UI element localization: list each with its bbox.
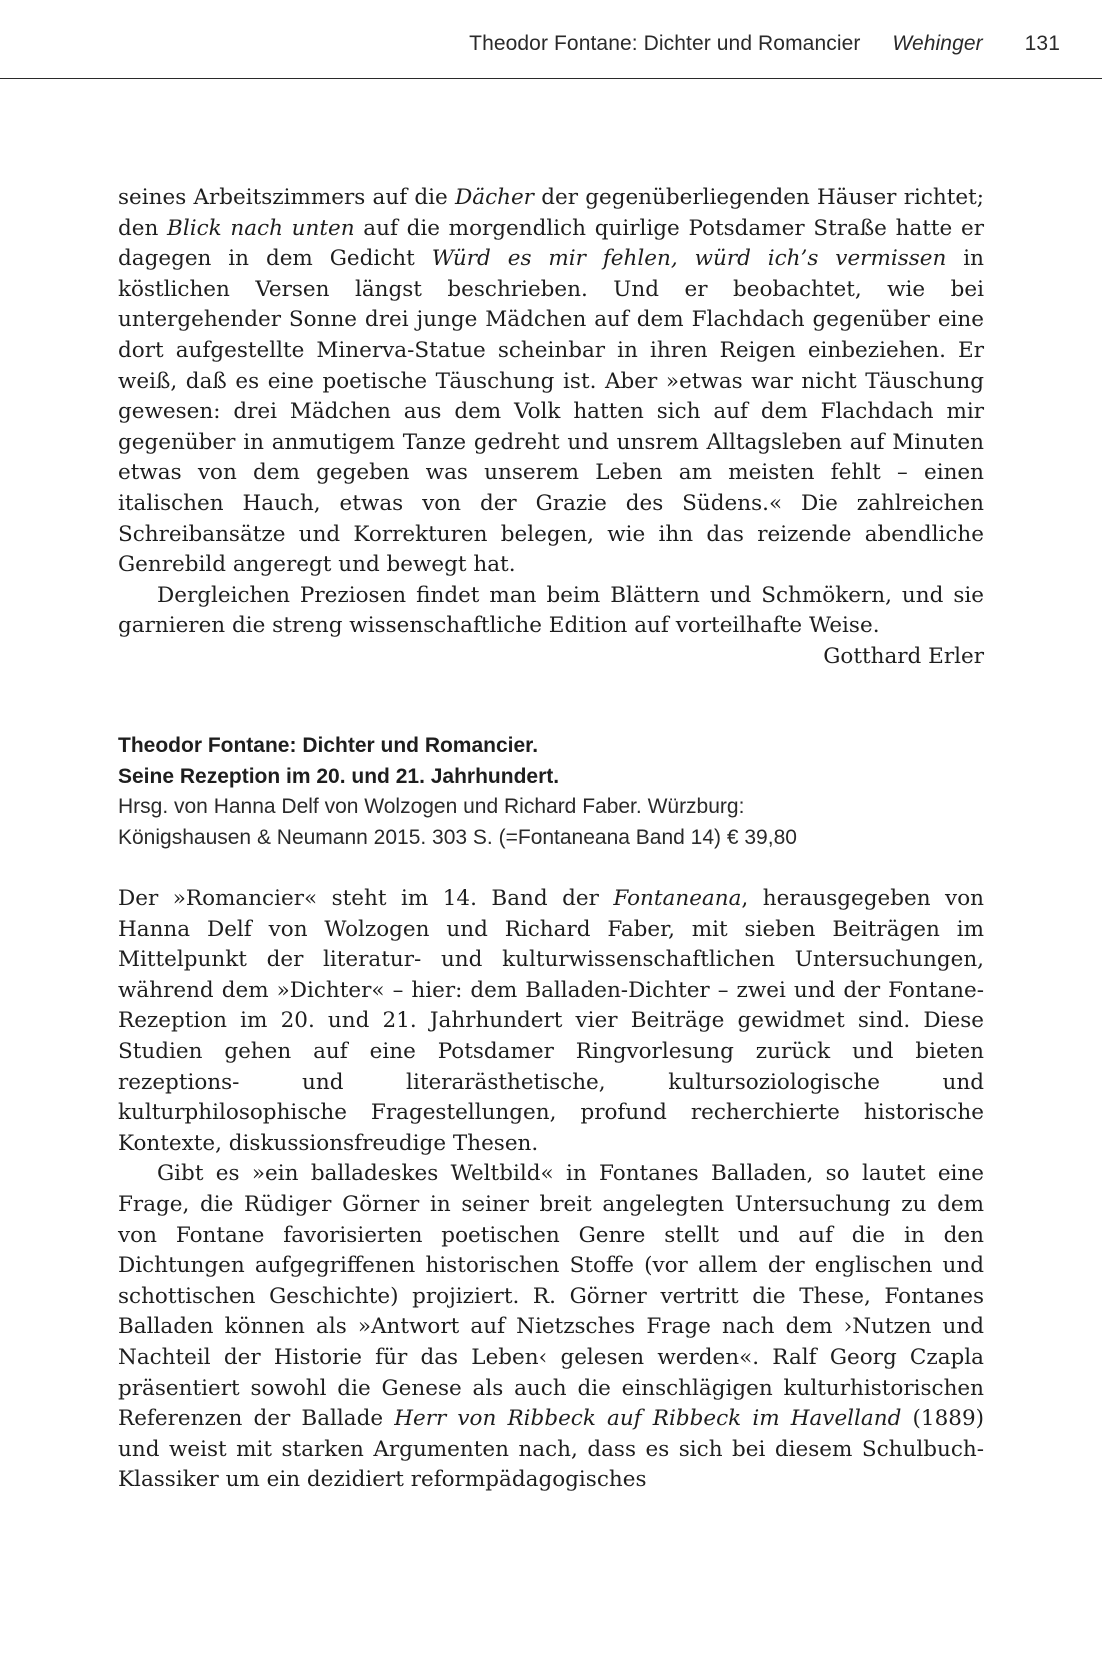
running-head-title: Theodor Fontane: Dichter und Romancier (469, 32, 861, 55)
running-head (469, 32, 1060, 56)
paragraph (118, 1159, 984, 1496)
text-run: (1889) und weist mit starken Argumenten nach, dass es sich bei diesem Schulbuch-Klassiker um ein dezidiert reformpädagogisches (118, 1406, 985, 1493)
reviewer-signature: Gotthard Erler (823, 643, 984, 669)
text-run: in köstlichen Versen längst beschrieben. Und er beobachtet, wie bei untergehender Sonne drei junge Mädchen auf dem Flachdach gegenüber eine dort aufgestellte Minerva-Statue scheinbar in ihren Reigen einbeziehen. Er weiß, daß es eine poetische Täuschung ist. Aber »etwas war nicht Täuschung gewesen: drei Mädchen aus dem Volk hatten sich auf dem Flachdach mir gegenüber in anmutigem Tanze gedreht und unsrem Alltagsleben auf Minuten etwas von dem gegeben was unserem Leben am meisten fehlt – einen italischen Hauch, etwas von der Grazie des Südens.« Die zahlreichen Schreibansätze und Korrekturen belegen, wie ihn das reizende abendliche Genrebild angeregt und bewegt hat. (118, 246, 984, 578)
paragraph (118, 183, 984, 581)
review-heading (118, 731, 984, 853)
text-run: seines Arbeitszimmers auf die (118, 185, 456, 210)
italic-text: Fontaneana (613, 886, 742, 911)
text-run: Gibt es »ein balladeskes Weltbild« in Fontanes Balladen, so lautet eine Frage, die Rüdiger Görner in seiner breit angelegten Untersuchung zu dem von Fontane favorisierten poetischen Genre stellt und auf die in den Dichtungen aufgegriffenen historischen Stoffe (vor allem der englischen und schottischen Geschichte) projiziert. R. Görner vertritt die These, Fontanes Balladen können als »Antwort auf Nietzsches Frage nach dem ›Nutzen und Nachteil der Historie für das Leben‹ gelesen werden«. Ralf Georg Czapla präsentiert sowohl die Genese als auch die einschlägigen kulturhistorischen Referenzen der Ballade (118, 1161, 984, 1432)
text-run: , herausgegeben von Hanna Delf von Wolzogen und Richard Faber, mit sieben Beiträgen im Mittelpunkt der literatur- und kulturwissenschaftlichen Untersuchungen, während dem »Dichter« – hier: dem Balladen-Dichter – zwei und der Fontane-Rezeption im 20. und 21. Jahrhundert vier Beiträge gewidmet sind. Diese Studien gehen auf eine Potsdamer Ringvorlesung zurück und bieten rezeptions- und literarästhetische, kultursoziologische und kulturphilosophische Fragestellungen, profund recherchierte historische Kontexte, diskussionsfreudige Thesen. (118, 886, 984, 1156)
text-run: Dergleichen Preziosen findet man beim Blättern und Schmökern, und sie garnieren die streng wissenschaftliche Edition auf vorteilhafte Weise. (118, 582, 984, 639)
text-run: auf die morgendlich quirlige Potsdamer Straße hatte er dagegen in dem Gedicht (118, 215, 984, 272)
page-number: 131 (1024, 32, 1060, 55)
italic-text: Würd es mir fehlen, würd ich’s vermissen (431, 246, 947, 272)
italic-text: Blick nach unten (167, 215, 355, 241)
continued-review-text (118, 183, 984, 673)
paragraph (118, 581, 984, 642)
book-editors: Hrsg. von Hanna Delf von Wolzogen und Richard Faber. Würzburg: (118, 795, 745, 818)
header-rule (0, 78, 1102, 79)
book-title: Theodor Fontane: Dichter und Romancier. (118, 734, 539, 757)
italic-text: Dächer (455, 185, 534, 210)
book-publication-info: Königshausen & Neumann 2015. 303 S. (=Fontaneana Band 14) € 39,80 (118, 825, 797, 849)
text-run: Der »Romancier« steht im 14. Band der (118, 886, 614, 911)
review-body-text (118, 884, 984, 1496)
text-run: der gegenüberliegenden Häuser richtet; den (118, 185, 984, 241)
running-head-author: Wehinger (892, 32, 983, 55)
italic-text: Herr von Ribbeck auf Ribbeck im Havelland (394, 1406, 902, 1432)
paragraph (118, 884, 984, 1159)
book-subtitle: Seine Rezeption im 20. und 21. Jahrhundert. (118, 764, 560, 788)
